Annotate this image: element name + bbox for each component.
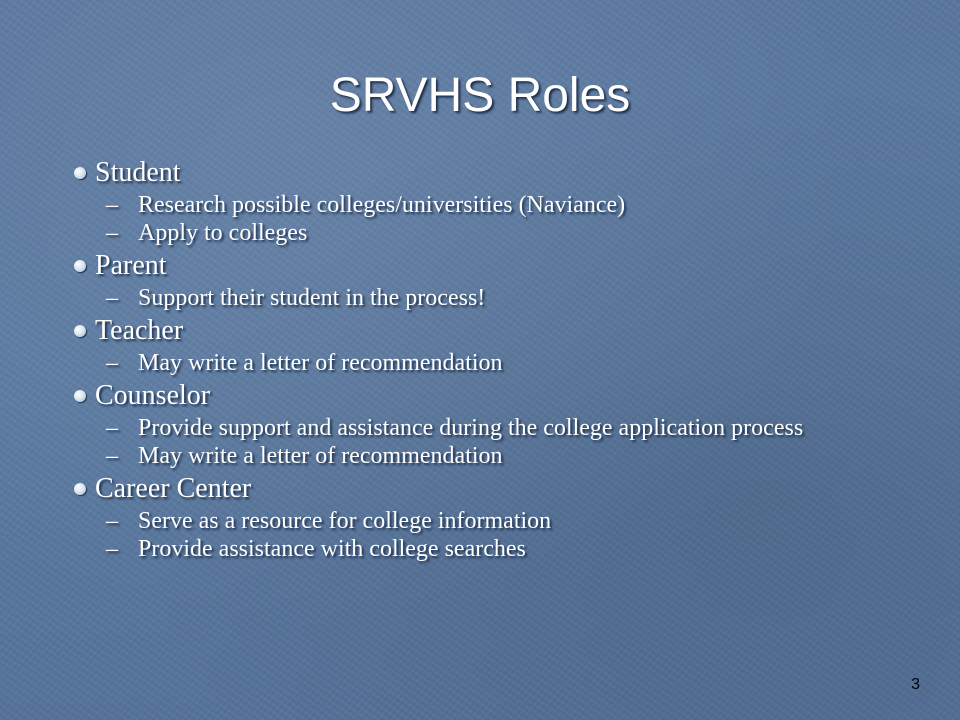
role-item-text: Serve as a resource for college information xyxy=(138,508,552,534)
role-item xyxy=(72,193,912,217)
bullet-dot-icon xyxy=(74,260,86,272)
bullet-dot-icon xyxy=(74,483,86,495)
role-parent xyxy=(72,249,912,283)
dash-icon: – xyxy=(106,350,118,376)
page-number: 3 xyxy=(911,676,920,693)
role-item xyxy=(72,537,912,561)
role-item xyxy=(72,444,912,468)
role-counselor xyxy=(72,379,912,413)
dash-icon: – xyxy=(106,508,118,534)
role-item-text: Research possible colleges/universities (Naviance) xyxy=(138,192,626,218)
dash-icon: – xyxy=(106,536,118,562)
role-student xyxy=(72,156,912,190)
dash-icon: – xyxy=(106,220,118,246)
dash-icon: – xyxy=(106,285,118,311)
role-label: Student xyxy=(95,157,181,188)
role-item-text: May write a letter of recommendation xyxy=(138,443,503,469)
role-item xyxy=(72,416,850,440)
role-label: Counselor xyxy=(95,380,211,411)
role-item xyxy=(72,509,912,533)
role-item xyxy=(72,286,912,310)
role-label: Parent xyxy=(95,250,167,281)
roles-list xyxy=(72,156,912,565)
role-teacher xyxy=(72,314,912,348)
dash-icon: – xyxy=(106,192,118,218)
role-item xyxy=(72,351,912,375)
role-label: Career Center xyxy=(95,473,252,504)
role-career-center xyxy=(72,472,912,506)
role-item-text: Provide assistance with college searches xyxy=(138,536,526,562)
dash-icon: – xyxy=(106,443,118,469)
bullet-dot-icon xyxy=(74,390,86,402)
role-item-text: Apply to colleges xyxy=(138,220,308,246)
role-item-text: Support their student in the process! xyxy=(138,285,486,311)
bullet-dot-icon xyxy=(74,325,86,337)
dash-icon: – xyxy=(106,415,118,441)
bullet-dot-icon xyxy=(74,167,86,179)
role-item-text: May write a letter of recommendation xyxy=(138,350,503,376)
role-item xyxy=(72,221,912,245)
role-item-text: Provide support and assistance during the college application process xyxy=(138,415,804,441)
role-label: Teacher xyxy=(95,315,184,346)
slide-title: SRVHS Roles xyxy=(329,69,631,122)
